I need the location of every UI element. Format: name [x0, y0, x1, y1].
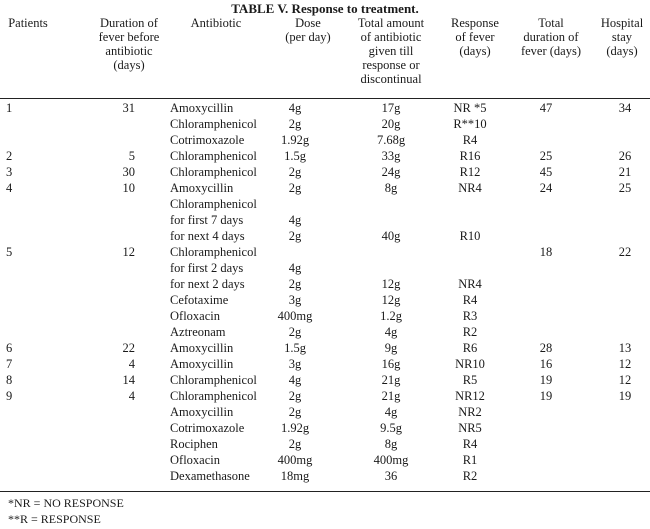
cell-antibiotic: Chloramphenicol [170, 373, 257, 387]
header-hospital-stay: Hospital stay (days) [600, 16, 644, 58]
cell-antibiotic: Amoxycillin [170, 181, 234, 195]
cell-patient: 4 [6, 181, 13, 195]
cell-response: NR2 [458, 405, 482, 419]
cell-antibiotic: for first 7 days [170, 213, 244, 227]
cell-response: R10 [459, 229, 481, 243]
cell-hospital-stay: 34 [618, 101, 632, 115]
cell-patient: 3 [6, 165, 13, 179]
cell-response: NR *5 [453, 101, 487, 115]
cell-total-duration: 19 [539, 373, 553, 387]
cell-hospital-stay: 19 [618, 389, 632, 403]
cell-antibiotic: Cotrimoxazole [170, 421, 245, 435]
cell-antibiotic: Cefotaxime [170, 293, 229, 307]
cell-total: 12g [381, 293, 401, 307]
cell-duration: 14 [122, 373, 135, 387]
cell-total: 1.2g [380, 309, 402, 323]
cell-dose: 4g [288, 373, 302, 387]
cell-total-duration: 25 [539, 149, 553, 163]
cell-total: 9.5g [380, 421, 402, 435]
cell-antibiotic: Amoxycillin [170, 357, 234, 371]
cell-total: 7.68g [376, 133, 406, 147]
cell-total: 40g [381, 229, 401, 243]
cell-hospital-stay: 22 [618, 245, 632, 259]
cell-dose: 4g [288, 101, 302, 115]
cell-hospital-stay: 12 [618, 357, 632, 371]
cell-antibiotic: for next 4 days [170, 229, 245, 243]
cell-dose: 2g [288, 405, 302, 419]
cell-dose: 1.92g [280, 133, 310, 147]
cell-total-duration: 47 [539, 101, 553, 115]
cell-antibiotic: for next 2 days [170, 277, 245, 291]
cell-response: R2 [462, 325, 478, 339]
cell-dose: 400mg [277, 453, 313, 467]
cell-response: R4 [462, 293, 478, 307]
cell-dose: 2g [288, 437, 302, 451]
header-dose: Dose (per day) [285, 16, 331, 44]
cell-total-duration: 24 [539, 181, 553, 195]
cell-response: R4 [462, 133, 478, 147]
cell-response: R5 [462, 373, 478, 387]
header-rule [0, 98, 650, 99]
cell-antibiotic: Chloramphenicol [170, 165, 257, 179]
cell-dose: 3g [288, 357, 302, 371]
cell-dose: 4g [288, 261, 302, 275]
cell-patient: 8 [6, 373, 13, 387]
cell-total-duration: 18 [539, 245, 553, 259]
cell-antibiotic: Chloramphenicol [170, 149, 257, 163]
cell-total: 20g [381, 117, 401, 131]
cell-patient: 6 [6, 341, 13, 355]
cell-total-duration: 45 [539, 165, 553, 179]
cell-antibiotic: Amoxycillin [170, 101, 234, 115]
header-duration: Duration of fever before antibiotic (days) [98, 16, 160, 72]
cell-total: 16g [381, 357, 401, 371]
cell-patient: 2 [6, 149, 13, 163]
cell-dose: 2g [288, 389, 302, 403]
cell-total: 12g [381, 277, 401, 291]
cell-dose: 1.5g [284, 149, 306, 163]
cell-total: 24g [381, 165, 401, 179]
cell-total: 33g [381, 149, 401, 163]
cell-response: R3 [462, 309, 478, 323]
cell-antibiotic: Dexamethasone [170, 469, 250, 483]
footnote-r: **R = RESPONSE [8, 512, 101, 526]
cell-total: 21g [381, 389, 401, 403]
cell-total: 8g [384, 437, 398, 451]
header-patients: Patients [8, 16, 48, 30]
header-total-amount: Total amount of antibiotic given till response or discontinual [357, 16, 425, 86]
cell-dose: 4g [288, 213, 302, 227]
cell-hospital-stay: 25 [618, 181, 632, 195]
cell-response: NR4 [458, 277, 482, 291]
cell-antibiotic: Aztreonam [170, 325, 226, 339]
cell-hospital-stay: 13 [618, 341, 632, 355]
cell-dose: 2g [288, 277, 302, 291]
cell-dose: 1.5g [284, 341, 306, 355]
cell-patient: 1 [6, 101, 13, 115]
table-title: TABLE V. Response to treatment. [231, 1, 419, 16]
cell-response: R**10 [453, 117, 487, 131]
cell-antibiotic: Rociphen [170, 437, 218, 451]
cell-hospital-stay: 12 [618, 373, 632, 387]
cell-dose: 2g [288, 325, 302, 339]
cell-antibiotic: Cotrimoxazole [170, 133, 245, 147]
cell-duration: 22 [122, 341, 135, 355]
cell-antibiotic: Amoxycillin [170, 341, 234, 355]
cell-patient: 9 [6, 389, 13, 403]
cell-response: NR12 [455, 389, 485, 403]
cell-duration: 31 [122, 101, 135, 115]
cell-dose: 2g [288, 181, 302, 195]
cell-duration: 4 [128, 389, 135, 403]
cell-duration: 30 [122, 165, 135, 179]
header-antibiotic: Antibiotic [190, 16, 242, 30]
cell-response: NR5 [458, 421, 482, 435]
cell-antibiotic: Chloramphenicol [170, 117, 257, 131]
cell-duration: 10 [122, 181, 135, 195]
cell-dose: 3g [288, 293, 302, 307]
cell-total: 4g [384, 405, 398, 419]
cell-patient: 5 [6, 245, 13, 259]
header-response: Response of fever (days) [451, 16, 499, 58]
cell-total: 17g [381, 101, 401, 115]
cell-hospital-stay: 21 [618, 165, 632, 179]
cell-total: 9g [384, 341, 398, 355]
cell-patient: 7 [6, 357, 13, 371]
cell-dose: 2g [288, 117, 302, 131]
cell-antibiotic: Amoxycillin [170, 405, 234, 419]
cell-antibiotic: Ofloxacin [170, 453, 220, 467]
cell-total-duration: 16 [539, 357, 553, 371]
cell-response: R4 [462, 437, 478, 451]
cell-dose: 400mg [277, 309, 313, 323]
cell-dose: 1.92g [280, 421, 310, 435]
cell-duration: 4 [128, 357, 135, 371]
cell-response: R1 [462, 453, 478, 467]
cell-total: 400mg [373, 453, 409, 467]
cell-antibiotic: Ofloxacin [170, 309, 220, 323]
cell-dose: 18mg [280, 469, 310, 483]
cell-total-duration: 28 [539, 341, 553, 355]
cell-dose: 2g [288, 165, 302, 179]
cell-duration: 5 [128, 149, 135, 163]
cell-dose: 2g [288, 229, 302, 243]
cell-total: 21g [381, 373, 401, 387]
cell-response: NR10 [455, 357, 485, 371]
cell-antibiotic: for first 2 days [170, 261, 244, 275]
footer-rule [0, 491, 650, 492]
cell-total: 36 [384, 469, 398, 483]
cell-total-duration: 19 [539, 389, 553, 403]
cell-total: 8g [384, 181, 398, 195]
cell-response: R12 [459, 165, 481, 179]
cell-response: NR4 [458, 181, 482, 195]
cell-total: 4g [384, 325, 398, 339]
cell-response: R16 [459, 149, 481, 163]
header-total-duration: Total duration of fever (days) [520, 16, 582, 58]
cell-response: R2 [462, 469, 478, 483]
cell-antibiotic: Chloramphenicol [170, 245, 257, 259]
cell-duration: 12 [122, 245, 135, 259]
cell-response: R6 [462, 341, 478, 355]
cell-antibiotic: Chloramphenicol [170, 389, 257, 403]
footnote-nr: *NR = NO RESPONSE [8, 496, 124, 510]
cell-hospital-stay: 26 [618, 149, 632, 163]
cell-antibiotic: Chloramphenicol [170, 197, 257, 211]
